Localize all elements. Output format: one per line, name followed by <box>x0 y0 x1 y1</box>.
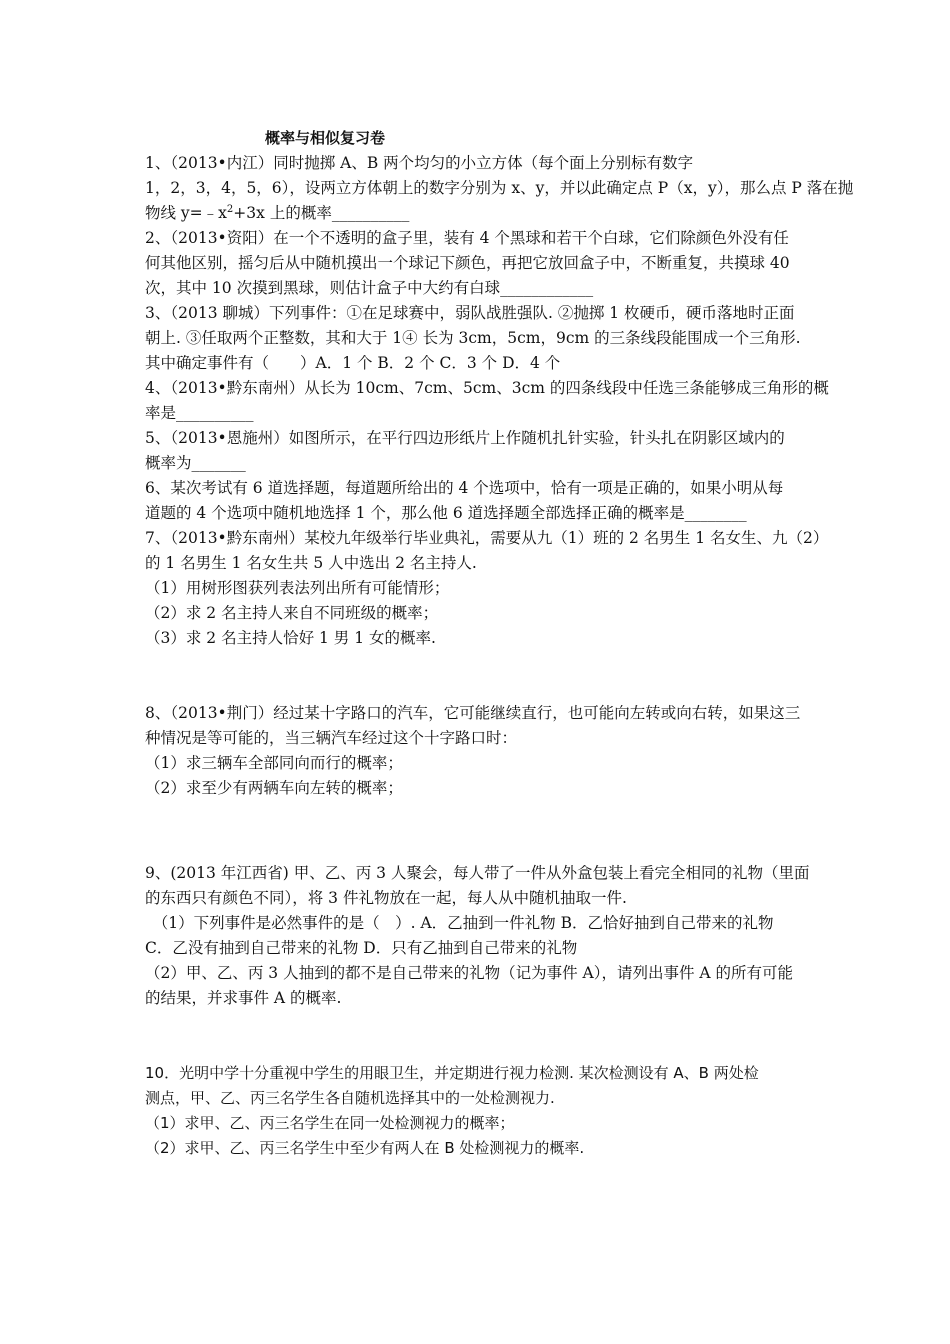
question-10-part-1: （1）求甲、乙、丙三名学生在同一处检测视力的概率； <box>145 1114 515 1132</box>
question-1-line-3a: 物线 y=﹣x <box>145 204 227 222</box>
answer-space <box>145 801 810 861</box>
question-10 <box>145 1061 810 1161</box>
question-9-line-2: 的东西只有颜色不同），将 3 件礼物放在一起，每人从中随机抽取一件. <box>145 889 627 907</box>
question-1-line-2: 1，2，3，4，5，6），设两立方体朝上的数字分别为 x、y，并以此确定点 P（x，y），那么点 P 落在抛 <box>145 179 854 197</box>
question-5 <box>145 426 810 476</box>
question-4-line-1: 4、（2013•黔东南州）从长为 10cm、7cm、5cm、3cm 的四条线段中任选三条能够成三角形的概 <box>145 379 829 397</box>
question-2-line-2: 何其他区别，摇匀后从中随机摸出一个球记下颜色，再把它放回盒子中，不断重复，共摸球 40 <box>145 254 790 272</box>
question-7-part-2: （2）求 2 名主持人来自不同班级的概率； <box>145 604 439 622</box>
question-7-line-1: 7、（2013•黔东南州）某校九年级举行毕业典礼，需要从九（1）班的 2 名男生 1 名女生、九（2） <box>145 529 829 547</box>
question-7-line-2: 的 1 名男生 1 名女生共 5 人中选出 2 名主持人. <box>145 554 477 572</box>
question-8 <box>145 701 810 801</box>
question-3 <box>145 301 810 376</box>
question-6-line-1: 6、某次考试有 6 道选择题，每道题所给出的 4 个选项中，恰有一项是正确的，如果小明从每 <box>145 479 784 497</box>
question-7 <box>145 526 829 651</box>
document-page <box>145 126 854 1161</box>
question-10-line-1: 10．光明中学十分重视中学生的用眼卫生，并定期进行视力检测. 某次检测设有 A、B 两处检 <box>145 1064 759 1082</box>
answer-space <box>145 1011 810 1061</box>
question-2 <box>145 226 810 301</box>
question-10-line-2: 测点，甲、乙、丙三名学生各自随机选择其中的一处检测视力. <box>145 1089 555 1107</box>
question-9-part-1-cont: C．乙没有抽到自己带来的礼物 D．只有乙抽到自己带来的礼物 <box>145 939 578 957</box>
question-2-line-3: 次，其中 10 次摸到黑球，则估计盒子中大约有白球____________ <box>145 279 594 297</box>
question-4-line-2: 率是__________ <box>145 404 254 422</box>
question-3-line-1: 3、（2013 聊城）下列事件：①在足球赛中，弱队战胜强队. ②抛掷 1 枚硬币，硬币落地时正面 <box>145 304 795 322</box>
question-4 <box>145 376 829 426</box>
question-7-part-1: （1）用树形图获列表法列出所有可能情形； <box>145 579 450 597</box>
question-9-part-1: （1）下列事件是必然事件的是（ ）. A．乙抽到一件礼物 B．乙恰好抽到自己带来的礼物 <box>145 914 774 932</box>
question-8-line-2: 种情况是等可能的，当三辆汽车经过这个十字路口时： <box>145 729 518 747</box>
question-8-part-1: （1）求三辆车全部同向而行的概率； <box>145 754 403 772</box>
question-3-line-2: 朝上. ③任取两个正整数，其和大于 1④ 长为 3cm，5cm，9cm 的三条线段能围成一个三角形. <box>145 329 801 347</box>
question-9 <box>145 861 810 1011</box>
page-title: 概率与相似复习卷 <box>265 129 386 147</box>
question-5-line-1: 5、（2013•恩施州）如图所示，在平行四边形纸片上作随机扎针实验，针头扎在阴影区域内的 <box>145 429 785 447</box>
question-10-part-2: （2）求甲、乙、丙三名学生中至少有两人在 B 处检测视力的概率. <box>145 1139 585 1157</box>
question-5-line-2: 概率为_______ <box>145 454 246 472</box>
question-1-line-3b: +3x 上的概率__________ <box>233 204 410 222</box>
question-8-line-1: 8、（2013•荆门）经过某十字路口的汽车，它可能继续直行，也可能向左转或向右转，如果这三 <box>145 704 801 722</box>
question-9-line-1: 9、(2013 年江西省) 甲、乙、丙 3 人聚会，每人带了一件从外盒包装上看完全相同的礼物（里面 <box>145 864 810 882</box>
question-9-part-2-cont: 的结果，并求事件 A 的概率. <box>145 989 342 1007</box>
question-1-exponent: 2 <box>226 203 234 215</box>
question-9-part-2: （2）甲、乙、丙 3 人抽到的都不是自己带来的礼物（记为事件 A），请列出事件 A 的所有可能 <box>145 964 793 982</box>
question-1-line-3 <box>145 201 810 226</box>
question-1-line-1: 1、（2013•内江）同时抛掷 A、B 两个均匀的小立方体（每个面上分别标有数字 <box>145 154 694 172</box>
question-6 <box>145 476 810 526</box>
question-3-line-3: 其中确定事件有（ ）A．1 个 B．2 个 C．3 个 D．4 个 <box>145 354 561 372</box>
question-2-line-1: 2、（2013•资阳）在一个不透明的盒子里，装有 4 个黑球和若干个白球，它们除颜色外没有任 <box>145 229 789 247</box>
question-7-part-3: （3）求 2 名主持人恰好 1 男 1 女的概率. <box>145 629 436 647</box>
question-1 <box>145 151 854 226</box>
question-8-part-2: （2）求至少有两辆车向左转的概率； <box>145 779 403 797</box>
question-6-line-2: 道题的 4 个选项中随机地选择 1 个，那么他 6 道选择题全部选择正确的概率是________ <box>145 504 747 522</box>
answer-space <box>145 651 810 701</box>
